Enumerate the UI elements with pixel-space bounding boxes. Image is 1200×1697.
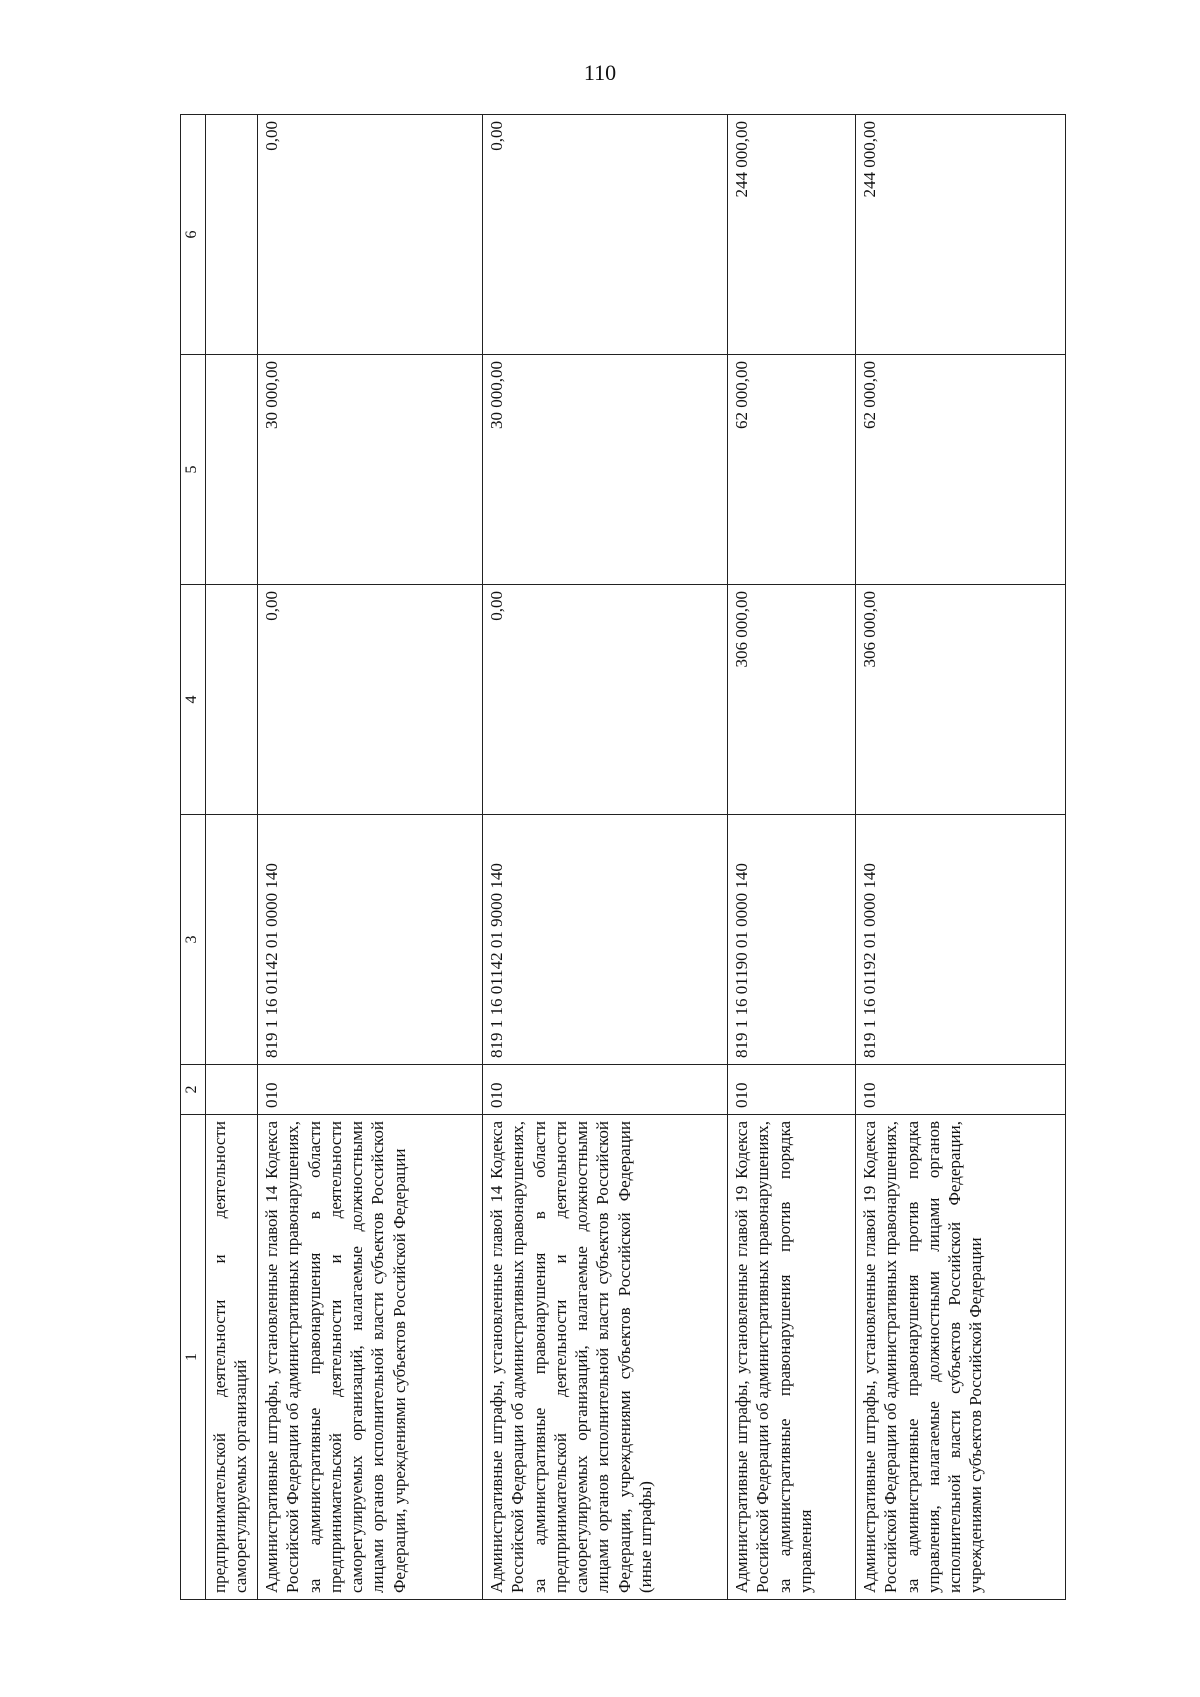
row-value-col5: 30 000,00 [258,355,483,585]
page-number: 110 [583,60,617,85]
row-description: Административные штрафы, установленные главой 14 Кодекса Российской Федерации об административных правонарушениях, за административные правонарушения в области предпринимательской деятельности и деятельности саморегулируемых организаций, налагаемые должностными лицами органов исполнительной власти субъектов Российской Федерации, учреждениями субъектов Российской Федерации [258,1115,483,1600]
table-row [856,115,1066,1600]
row-value-col5 [206,355,258,585]
table-row [483,115,728,1600]
table-row [206,115,258,1600]
row-value-col5: 30 000,00 [483,355,728,585]
column-header: 1 [181,1115,206,1600]
column-header: 4 [181,585,206,815]
row-value-col4: 306 000,00 [856,585,1066,815]
row-line-code [206,1065,258,1115]
column-header: 3 [181,815,206,1065]
row-value-col6: 0,00 [483,115,728,355]
row-budget-code [206,815,258,1065]
row-value-col6 [206,115,258,355]
rotated-table-frame [180,115,1100,1600]
table-row [258,115,483,1600]
column-header: 2 [181,1065,206,1115]
table-header-row [181,115,206,1600]
row-value-col6: 0,00 [258,115,483,355]
row-budget-code: 819 1 16 01192 01 0000 140 [856,815,1066,1065]
revenue-table [180,114,1066,1600]
row-budget-code: 819 1 16 01142 01 0000 140 [258,815,483,1065]
row-value-col5: 62 000,00 [856,355,1066,585]
row-line-code: 010 [728,1065,856,1115]
row-value-col5: 62 000,00 [728,355,856,585]
row-value-col4 [206,585,258,815]
row-value-col4: 0,00 [258,585,483,815]
row-value-col6: 244 000,00 [856,115,1066,355]
row-budget-code: 819 1 16 01190 01 0000 140 [728,815,856,1065]
row-description: Административные штрафы, установленные главой 19 Кодекса Российской Федерации об административных правонарушениях, за административные правонарушения против порядка управления [728,1115,856,1600]
row-value-col6: 244 000,00 [728,115,856,355]
row-description: Административные штрафы, установленные главой 14 Кодекса Российской Федерации об административных правонарушениях, за административные правонарушения в области предпринимательской деятельности и деятельности саморегулируемых организаций, налагаемые должностными лицами органов исполнительной власти субъектов Российской Федерации, учреждениями субъектов Российской Федерации (иные штрафы) [483,1115,728,1600]
row-budget-code: 819 1 16 01142 01 9000 140 [483,815,728,1065]
column-header: 6 [181,115,206,355]
row-value-col4: 0,00 [483,585,728,815]
row-line-code: 010 [856,1065,1066,1115]
table-row [728,115,856,1600]
row-description: Административные штрафы, установленные главой 19 Кодекса Российской Федерации об административных правонарушениях, за административные правонарушения против порядка управления, налагаемые должностными лицами органов исполнительной власти субъектов Российской Федерации, учреждениями субъектов Российской Федерации [856,1115,1066,1600]
row-line-code: 010 [483,1065,728,1115]
row-description: предпринимательской деятельности и деятельности саморегулируемых организаций [206,1115,258,1600]
row-value-col4: 306 000,00 [728,585,856,815]
row-line-code: 010 [258,1065,483,1115]
column-header: 5 [181,355,206,585]
